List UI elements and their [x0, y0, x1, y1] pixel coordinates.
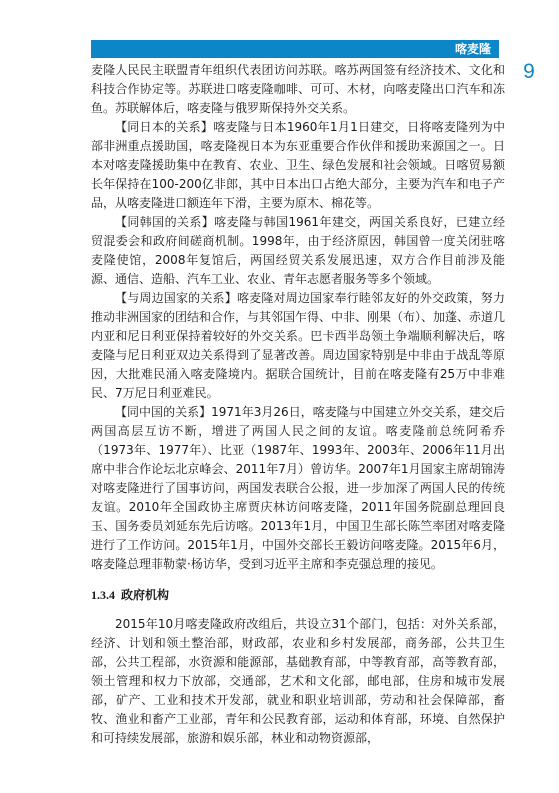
running-header-bar [91, 40, 499, 58]
paragraph-korea-relations: 【同韩国的关系】喀麦隆与韩国1961年建交，两国关系良好，已建立经贸混委会和政府间磋商机制。1998年，由于经济原因，韩国曾一度关闭驻喀麦隆使馆，2008年复馆后，两国经贸关系发展迅速，双方合作目前涉及能源、通信、造船、汽车工业、农业、青年志愿者服务等多个领域。 [91, 215, 505, 286]
paragraph-lead: 【与周边国家的关系】 [115, 291, 237, 305]
paragraph-lead: 【同日本的关系】 [115, 120, 214, 134]
running-header-title: 喀麦隆 [454, 42, 491, 56]
section-title: 政府机构 [121, 588, 170, 602]
page-number: 9 [523, 60, 535, 83]
page-body [91, 61, 505, 748]
paragraph-government-agencies: 2015年10月喀麦隆政府改组后，共设立31个部门，包括：对外关系部，经济、计划和领土整治部，财政部，农业和乡村发展部，商务部，公共卫生部，公共工程部，水资源和能源部，基础教育部，中等教育部，高等教育部，领土管理和权力下放部，交通部，艺术和文化部，邮电部，住房和城市发展部，矿产、工业和技术开发部，就业和职业培训部，劳动和社会保障部，畜牧、渔业和畜产工业部，青年和公民教育部，运动和体育部，环境、自然保护和可持续发展部，旅游和娱乐部，林业和动物资源部， [91, 617, 505, 745]
section-number: 1.3.4 [91, 588, 115, 602]
paragraph-continuation: 麦隆人民民主联盟青年组织代表团访问苏联。喀苏两国签有经济技术、文化和科技合作协定等。苏联进口喀麦隆咖啡、可可、木材，向喀麦隆出口汽车和冻鱼。苏联解体后，喀麦隆与俄罗斯保持外交关系。 [91, 63, 505, 115]
paragraph-neighbor-relations: 【与周边国家的关系】喀麦隆对周边国家奉行睦邻友好的外交政策，努力推动非洲国家的团结和合作，与其邻国乍得、中非、刚果（布）、加蓬、赤道几内亚和尼日利亚保持着较好的外交关系。巴卡西半岛领土争端顺利解决后，喀麦隆与尼日利亚双边关系得到了显著改善。周边国家特别是中非由于战乱等原因，大批难民涌入喀麦隆境内。据联合国统计，目前在喀麦隆有25万中非难民、7万尼日利亚难民。 [91, 291, 506, 400]
section-heading [91, 586, 505, 605]
paragraph-china-relations: 【同中国的关系】1971年3月26日，喀麦隆与中国建立外交关系，建交后两国高层互访不断，增进了两国人民之间的友谊。喀麦隆前总统阿希乔（1973年、1977年）、比亚（1987年、1993年、2003年、2006年11月出席中非合作论坛北京峰会、2011年7月）曾访华。2007年1月国家主席胡锦涛对喀麦隆进行了国事访问，两国发表联合公报，进一步加深了两国人民的传统友谊。2010年全国政协主席贾庆林访问喀麦隆，2011年国务院副总理回良玉、国务委员刘延东先后访喀。2013年1月，中国卫生部长陈竺率团对喀麦隆进行了工作访问。2015年1月，中国外交部长王毅访问喀麦隆。2015年6月，喀麦隆总理菲勒蒙·杨访华，受到习近平主席和李克强总理的接见。 [91, 405, 505, 571]
paragraph-japan-relations: 【同日本的关系】喀麦隆与日本1960年1月1日建交，日将喀麦隆列为中部非洲重点援助国，喀麦隆视日本为东亚重要合作伙伴和援助来源国之一。日本对喀麦隆援助集中在教育、农业、卫生、绿色发展和社会领域。日喀贸易额长年保持在100-200亿非郎，其中日本出口占绝大部分，主要为汽车和电子产品，从喀麦隆进口额连年下滑，主要为原木、棉花等。 [91, 120, 505, 210]
paragraph-lead: 【同中国的关系】 [115, 405, 212, 419]
paragraph-lead: 【同韩国的关系】 [115, 215, 215, 229]
